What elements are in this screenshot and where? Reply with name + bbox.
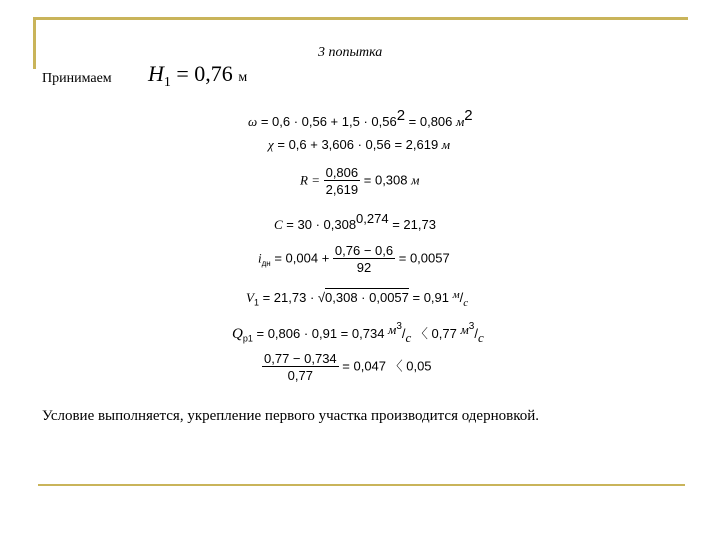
h1-subscript: 1: [163, 75, 171, 90]
v-unit-den: с: [463, 297, 469, 309]
c-rhs-b: = 21,73: [388, 217, 436, 232]
i-rhs-a: = 0,004 +: [274, 250, 330, 266]
h1-value: = 0,76: [176, 61, 233, 86]
c-rhs-a: = 30 · 0,308: [286, 217, 357, 232]
omega-unit: м: [456, 114, 465, 129]
q-unit2-den: с: [477, 330, 484, 345]
i-fraction: [333, 244, 395, 274]
check-numerator: 0,77 − 0,734: [264, 351, 337, 366]
eq-chi: [268, 138, 450, 151]
check-denominator: 0,77: [287, 368, 313, 383]
q-subscript: р1: [242, 333, 253, 344]
eq-omega: [248, 108, 473, 128]
q-unit2-exp: 3: [468, 321, 475, 332]
eq-r: [300, 166, 419, 196]
check-fraction: [262, 352, 339, 382]
q-rhs-a: = 0,806 · 0,91 = 0,734: [256, 326, 389, 341]
h1-formula: [148, 63, 247, 90]
frame-bottom-line: [38, 484, 685, 486]
omega-rhs-b: = 0,806: [405, 114, 456, 129]
r-lhs: R =: [300, 172, 320, 188]
eq-c: [274, 212, 436, 231]
frame-top-line: [33, 17, 688, 20]
h1-letter: H: [148, 61, 164, 86]
q-unit1-den: с: [405, 330, 412, 345]
r-fraction: [324, 166, 361, 196]
r-rhs: = 0,308: [363, 172, 412, 188]
v-rhs-a: = 21,73 · √: [262, 290, 326, 305]
check-rhs: = 0,047 〈 0,05: [342, 358, 432, 374]
i-rhs-b: = 0,0057: [398, 250, 450, 266]
c-symbol: C: [274, 217, 283, 232]
v-radicand: 0,308 · 0,0057: [325, 290, 409, 305]
i-symbol: i: [258, 250, 262, 266]
v-rhs-b: = 0,91: [408, 290, 453, 305]
chi-rhs: = 0,6 + 3,606 · 0,56 = 2,619: [277, 137, 442, 152]
i-subscript: дн: [261, 259, 271, 269]
v-unit-num: м: [452, 289, 460, 301]
omega-rhs-a: = 0,6 · 0,56 + 1,5 · 0,56: [260, 114, 397, 129]
chi-unit: м: [441, 137, 451, 152]
eq-v: $V_1 = 21,73 \cdot √0,308 \cdot 0,0057 = 0,91$ $^м/_с$: [246, 289, 469, 309]
v-subscript: 1: [253, 297, 259, 308]
conclusion-text: Условие выполняется, укрепление первого участка производится одерновкой.: [42, 408, 539, 424]
omega-symbol: ω: [248, 114, 258, 129]
q-unit1-num: м: [388, 322, 397, 337]
chi-symbol: χ: [268, 137, 274, 152]
v-symbol: V: [246, 290, 254, 305]
eq-q: $Q_{р1} = 0,806 \cdot 0,91 = 0,734$ $м^3/с$ 〈 0,77 $м^3/с$: [232, 321, 484, 345]
frame-left-line: [33, 17, 36, 69]
q-unit1-exp: 3: [396, 321, 402, 332]
eq-i: [258, 244, 450, 274]
c-exponent: 0,274: [356, 211, 389, 226]
r-denominator: 2,619: [325, 182, 359, 197]
q-unit2-num: м: [460, 322, 469, 337]
q-symbol: Q: [232, 326, 243, 342]
accept-label: Принимаем: [42, 71, 112, 86]
i-numerator: 0,76 − 0,6: [334, 243, 394, 258]
r-unit: м: [411, 172, 420, 188]
omega-exp-a: 2: [396, 107, 406, 124]
i-denominator: 92: [356, 260, 372, 275]
q-compare: 〈 0,77: [411, 326, 461, 341]
h1-unit: м: [238, 70, 248, 85]
attempt-title: 3 попытка: [318, 45, 383, 60]
eq-check: [262, 352, 432, 382]
r-numerator: 0,806: [325, 165, 359, 180]
omega-exp-b: 2: [464, 107, 473, 124]
